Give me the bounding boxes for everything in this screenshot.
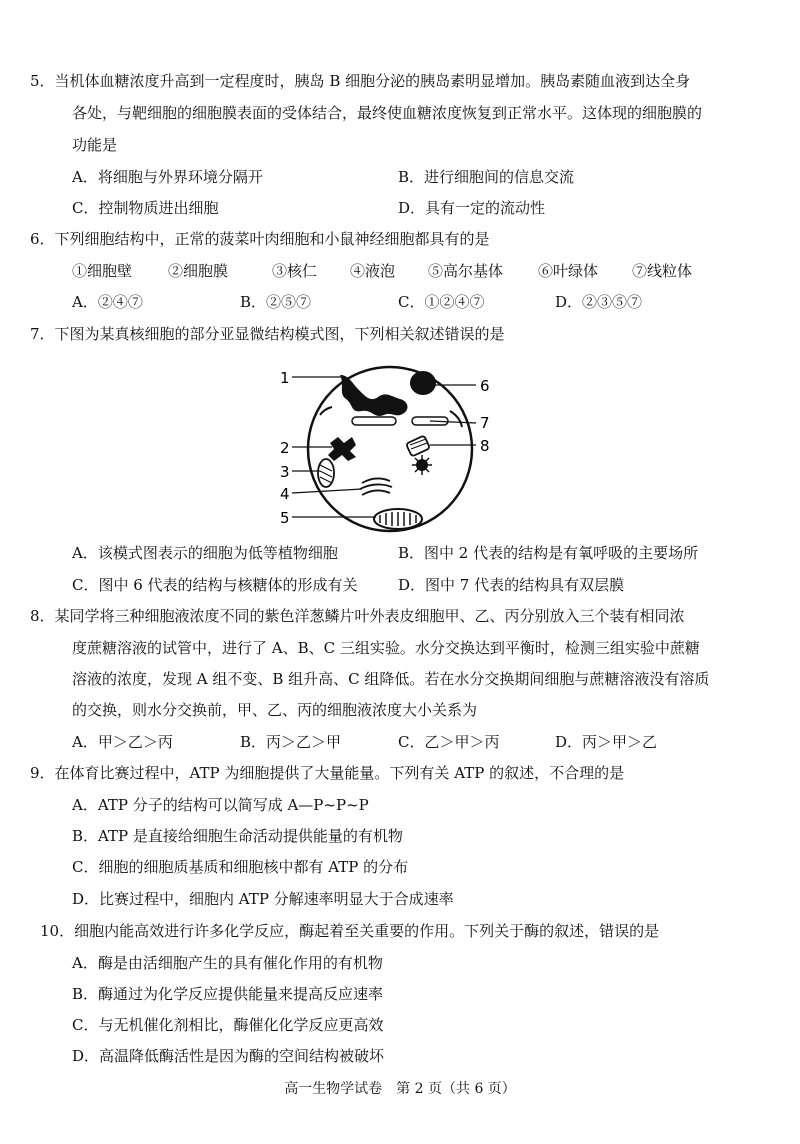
q9-option-d: D．比赛过程中，细胞内 ATP 分解速率明显大于合成速率 [72, 890, 454, 908]
q7-line1: 7．下图为某真核细胞的部分亚显微结构模式图，下列相关叙述错误的是 [30, 325, 505, 343]
q5-option-a: A．将细胞与外界环境分隔开 [72, 168, 263, 186]
q10-option-a: A．酶是由活细胞产生的具有催化作用的有机物 [72, 954, 383, 972]
q5-option-c: C．控制物质进出细胞 [72, 199, 219, 217]
q6-item-1: ①细胞壁 [72, 262, 133, 280]
q6-line1: 6．下列细胞结构中，正常的菠菜叶肉细胞和小鼠神经细胞都具有的是 [30, 230, 490, 248]
q6-option-b: B．②⑤⑦ [240, 293, 312, 311]
q6-item-7: ⑦线粒体 [632, 262, 693, 280]
q5-option-b: B．进行细胞间的信息交流 [398, 168, 575, 186]
organelle-8-shape [406, 435, 432, 475]
q8-option-a: A．甲＞乙＞丙 [72, 733, 173, 751]
q6-option-d: D．②③⑤⑦ [555, 293, 643, 311]
organelle-2-shape [328, 437, 356, 461]
q8-line4: 的交换，则水分交换前，甲、乙、丙的细胞液浓度大小关系为 [72, 701, 478, 719]
q5-option-d: D．具有一定的流动性 [398, 199, 546, 217]
q7-option-c: C．图中 6 代表的结构与核糖体的形成有关 [72, 576, 358, 594]
q6-item-6: ⑥叶绿体 [538, 262, 599, 280]
diagram-label-5: 5 [280, 509, 290, 527]
q6-item-2: ②细胞膜 [168, 262, 229, 280]
cell-outline [308, 367, 472, 531]
q8-option-d: D．丙＞甲＞乙 [555, 733, 658, 751]
nucleolus-shape [410, 371, 436, 395]
q9-option-b: B．ATP 是直接给细胞生命活动提供能量的有机物 [72, 827, 403, 845]
q7-option-d: D．图中 7 代表的结构具有双层膜 [398, 576, 625, 594]
q10-line1: 10．细胞内能高效进行许多化学反应，酶起着至关重要的作用。下列关于酶的叙述，错误的是 [40, 922, 660, 940]
diagram-label-1: 1 [280, 369, 290, 387]
organelle-5-cristae [380, 512, 416, 526]
diagram-label-7: 7 [480, 414, 490, 432]
q10-option-b: B．酶通过为化学反应提供能量来提高反应速率 [72, 985, 384, 1003]
diagram-label-4: 4 [280, 485, 290, 503]
diagram-label-6: 6 [480, 377, 490, 395]
nuclear-envelope-far-right [450, 411, 462, 427]
q8-line3: 溶液的浓度，发现 A 组不变、B 组升高、C 组降低。若在水分交换期间细胞与蔗糖溶液没有溶质 [72, 670, 710, 688]
q8-option-b: B．丙＞乙＞甲 [240, 733, 342, 751]
chromatin-shape [340, 375, 407, 416]
diagram-label-8: 8 [480, 437, 490, 455]
nuclear-envelope-middle [352, 417, 396, 425]
q5-line3: 功能是 [72, 136, 118, 154]
organelle-4-shape [360, 478, 392, 495]
cell-structure-diagram [280, 355, 500, 545]
q5-line2: 各处，与靶细胞的细胞膜表面的受体结合，最终使血糖浓度恢复到正常水平。这体现的细胞膜的 [72, 104, 703, 122]
q8-option-c: C．乙＞甲＞丙 [398, 733, 500, 751]
q6-option-a: A．②④⑦ [72, 293, 143, 311]
q7-option-a: A．该模式图表示的细胞为低等植物细胞 [72, 544, 338, 562]
q6-item-5: ⑤高尔基体 [428, 262, 504, 280]
q6-item-4: ④液泡 [350, 262, 396, 280]
diagram-label-3: 3 [280, 463, 290, 481]
q8-line2: 度蔗糖溶液的试管中，进行了 A、B、C 三组实验。水分交换达到平衡时，检测三组实验中蔗糖 [72, 639, 700, 657]
nuclear-envelope-left [320, 407, 332, 415]
q10-option-d: D．高温降低酶活性是因为酶的空间结构被破坏 [72, 1047, 385, 1065]
diagram-label-2: 2 [280, 439, 290, 457]
q9-option-c: C．细胞的细胞质基质和细胞核中都有 ATP 的分布 [72, 858, 409, 876]
q9-line1: 9．在体育比赛过程中，ATP 为细胞提供了大量能量。下列有关 ATP 的叙述，不合理的是 [30, 764, 625, 782]
q6-item-3: ③核仁 [272, 262, 318, 280]
q9-option-a: A．ATP 分子的结构可以简写成 A—P~P~P [72, 796, 369, 814]
q5-line1: 5．当机体血糖浓度升高到一定程度时，胰岛 B 细胞分泌的胰岛素明显增加。胰岛素随血液到达全身 [30, 72, 691, 90]
q10-option-c: C．与无机催化剂相比，酶催化化学反应更高效 [72, 1016, 384, 1034]
q8-line1: 8．某同学将三种细胞液浓度不同的紫色洋葱鳞片叶外表皮细胞甲、乙、丙分别放入三个装有相同浓 [30, 607, 685, 625]
q7-option-b: B．图中 2 代表的结构是有氧呼吸的主要场所 [398, 544, 699, 562]
q6-option-c: C．①②④⑦ [398, 293, 485, 311]
page-footer: 高一生物学试卷 第 2 页（共 6 页） [284, 1081, 516, 1097]
